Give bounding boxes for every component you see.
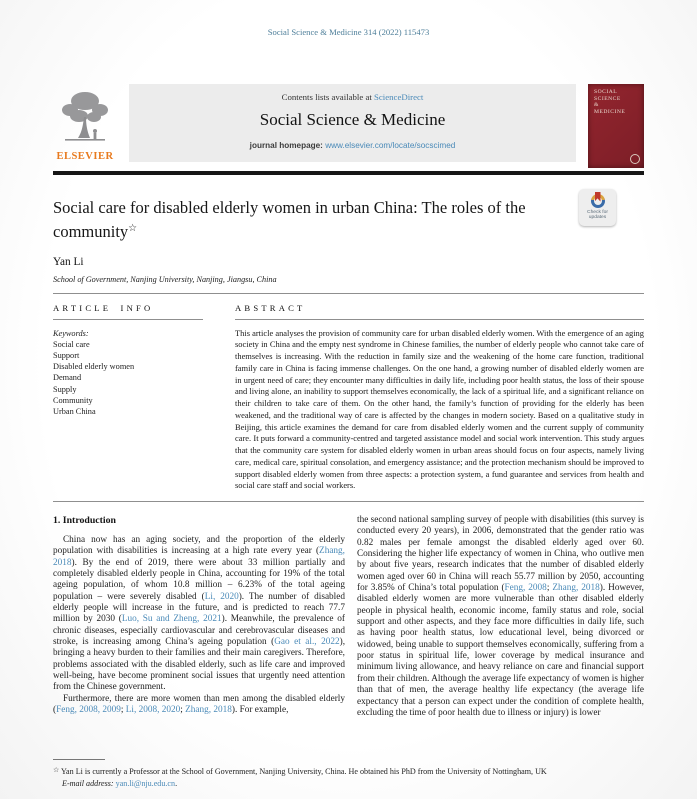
keywords-list: [53, 339, 203, 417]
article-info-heading: ARTICLE INFO: [53, 303, 203, 320]
paragraph-text: Furthermore, there are more women than men among the disabled elderly (: [53, 693, 345, 716]
author-name: Yan Li: [53, 255, 84, 268]
journal-reference: Social Science & Medicine 314 (2022) 115473: [267, 27, 430, 37]
article-title: [53, 197, 560, 243]
paragraph-text: ), bringing a heavy burden to their families and their main caregivers. Therefore, problems associated with the disabled elderly, such as life care and improved well-being, have become prominent social issues that urgently need attention from the Chinese government.: [53, 637, 346, 693]
abstract-text: This article analyses the provision of community care for urban disabled elderly women. With the emergence of an aging society in China and the empty nest syndrome in Chinese families, the number of elderly people who cannot take care of themselves is increasing. With the reduction in family size and the weakening of the home care function, traditional family care in China is facing immense challenges. On the one hand, a growing number of disabled elderly women are in urgent need of care; they encounter many difficulties in daily life, including poor health status, the loss of their spouse and living alone, an inability to support themselves economically, the lack of a spiritual life, and a significant reliance on their children to take care of them. On the other hand, the family’s function of providing for the elderly has been weakened, and the traditional way of care is affected by the changes in modern society. Based on a qualitative study in Beijing, this article examines the demand for care from disabled elderly women and the current supply of community care. It puts forward a community-centred and targeted assistance model and social work intervention. This study argues that the community care system for disabled elderly women in urban areas should focus on four aspects, namely living care, medical care, spiritual consolation, and emergency assistance; and the protection mechanism should be improved to support disabled elderly women from three aspects: a protection system, a fund guarantee and services from health and social care staff and social workers.: [235, 327, 644, 491]
keyword-item: Support: [53, 350, 80, 360]
footnote-rule: [53, 759, 105, 760]
citation-link[interactable]: Gao et al., 2022: [274, 637, 340, 648]
banner-box: [129, 84, 576, 162]
header-divider-bar: [53, 171, 644, 175]
email-period: .: [175, 778, 178, 788]
elsevier-logo: [53, 84, 117, 162]
keyword-item: Supply: [53, 384, 77, 394]
cover-title-line: SOCIAL: [594, 89, 618, 95]
article-title-text: Social care for disabled elderly women in urban China: The roles of the community: [53, 197, 526, 241]
contents-prefix: Contents lists available at: [281, 92, 374, 102]
homepage-link[interactable]: www.elsevier.com/locate/socscimed: [325, 141, 456, 150]
email-label: E-mail address:: [62, 778, 114, 788]
email-link[interactable]: yan.li@nju.edu.cn: [115, 778, 176, 788]
cover-seal-icon: [630, 154, 640, 164]
citation-link[interactable]: Feng, 2008: [504, 583, 547, 594]
elsevier-wordmark: ELSEVIER: [56, 151, 114, 162]
paragraph-text: ;: [180, 705, 186, 716]
journal-banner: [53, 84, 644, 168]
footnote-body: Yan Li is currently a Professor at the School of Government, Nanjing University, China. He obtained his PhD from the University of Nottingham, UK: [59, 767, 547, 776]
homepage-label: journal homepage:: [249, 141, 326, 150]
section-rule: [53, 293, 644, 294]
footnote-email-line: [53, 778, 644, 790]
badge-label: Check for updates: [587, 209, 608, 220]
cover-title-line: SCIENCE: [594, 95, 621, 102]
footnote-marker: ☆: [53, 766, 60, 774]
keyword-item: Urban China: [53, 406, 96, 416]
cover-title-line: MEDICINE: [594, 108, 626, 115]
citation-link[interactable]: Li, 2020: [204, 591, 239, 602]
abstract-heading: ABSTRACT: [235, 303, 644, 320]
paragraph-text: ). The number of disabled elderly people will increase in the future, and is predicted to reach 77.7 million by 2030 (: [53, 591, 345, 625]
citation-link[interactable]: Li, 2008, 2020: [125, 705, 181, 716]
keyword-item: Social care: [53, 339, 90, 349]
journal-cover-thumbnail[interactable]: [588, 84, 644, 168]
body-column-right: [357, 515, 644, 741]
paragraph-text: ). By the end of 2019, there were about 33 million partially and completely disabled elderly people in China, accounting for 19% of the total ageing population, of whom 10.8 million – 6.23% of the total ageing population – were severely disabled (: [53, 557, 345, 602]
sciencedirect-link[interactable]: ScienceDirect: [374, 92, 424, 102]
citation-link[interactable]: Luo, Su and Zheng, 2021: [121, 614, 222, 625]
keyword-item: Disabled elderly women: [53, 362, 135, 372]
banner-journal-title: Social Science & Medicine: [259, 110, 446, 129]
citation-link[interactable]: Zhang, 2018: [53, 546, 345, 568]
elsevier-tree-icon: [59, 89, 111, 150]
title-footnote-mark: ☆: [128, 223, 138, 234]
body-paragraph: [357, 515, 644, 719]
contents-line: [129, 92, 576, 102]
body-column-left: [53, 515, 345, 741]
keyword-item: Demand: [53, 373, 82, 383]
paragraph-text: ;: [546, 583, 553, 594]
keyword-item: Community: [53, 395, 93, 405]
body-paragraph: [53, 535, 345, 694]
check-updates-badge[interactable]: [579, 189, 616, 226]
homepage-line: [129, 141, 576, 150]
cover-title-line: &: [594, 102, 599, 109]
citation-link[interactable]: Zhang, 2018: [552, 583, 600, 594]
paragraph-text: ). However, disabled elderly women are more vulnerable than other disabled elderly people in physical health, economic income, family status and role, social support and other aspects, and they face more difficulties in daily life, such as having poor health status, low educational level, being divorced or widowed, being unable to support themselves economically, suffering from a poor status in spiritual life, lower coverage by medical insurance and minimum living allowance, and heavy reliance on care and financial support from their children. Although the average life expectancy of women is higher than that of men, the average healthy life expectancy (the average life expectancy that a person can expect under the condition of complete health, excluding the time of poor health due to illness or injury) is lower: [357, 583, 644, 718]
section-rule: [53, 501, 644, 502]
keywords-label: Keywords:: [53, 328, 89, 338]
intro-heading: 1. Introduction: [53, 515, 116, 526]
abstract-section: [235, 303, 644, 493]
crossmark-icon: [591, 194, 605, 208]
footnote-text: [53, 765, 644, 778]
citation-link[interactable]: Feng, 2008, 2009: [56, 705, 121, 716]
paragraph-text: ). For example,: [231, 705, 289, 716]
citation-link[interactable]: Zhang, 2018: [185, 705, 232, 716]
paragraph-text: ;: [120, 705, 126, 716]
body-paragraph: [53, 694, 345, 717]
author-affiliation: School of Government, Nanjing University, Nanjing, Jiangsu, China: [53, 274, 277, 284]
paragraph-text: China now has an aging society, and the proportion of the elderly population with disabilities is increasing at a high rate every year (: [53, 535, 345, 557]
paragraph-text: the second national sampling survey of people with disabilities (this survey is conducted every 20 years), in 2006, demonstrated that the gender ratio was 0.82 males per female amongst the disabled elderly aged over 60. Considering the higher life expectancy of women in China, who outlive men by about five years, research indicates that the number of disabled elderly women aged over 60 in China will reach 55.77 million by 2050, accounting for 3.85% of China’s total population (: [357, 515, 644, 594]
article-info-section: [53, 303, 203, 493]
paragraph-text: ). Meanwhile, the prevalence of chronic diseases, especially cardiovascular and cerebrovascular diseases and stroke, is increasing among China’s ageing population (: [53, 614, 345, 648]
footnote-block: [53, 759, 644, 789]
